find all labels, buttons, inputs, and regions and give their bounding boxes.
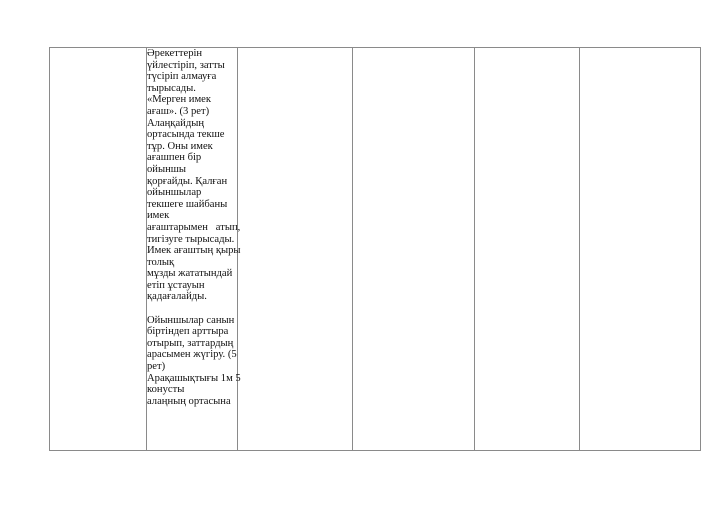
text-line: ойыншы [147, 163, 187, 175]
text-line: біртіндеп арттыра [147, 326, 229, 338]
text-line: етіп ұстауын [147, 279, 205, 291]
text-line: алаңның ортасына [147, 395, 231, 407]
text-line: үйлестіріп, затты [147, 59, 225, 71]
text-line: отырып, заттардың [147, 337, 234, 349]
text-line: текшеге шайбаны [147, 198, 228, 210]
column-divider-3 [352, 48, 353, 450]
text-line: ағаш». (3 рет) [147, 105, 210, 117]
lesson-plan-table [49, 47, 701, 451]
text-line: ағаштарымен атып, [147, 221, 241, 233]
text-line: тигізуге тырысады. [147, 233, 235, 245]
text-line: арасымен жүгіру. (5 [147, 349, 237, 361]
text-line: рет) [147, 361, 166, 373]
text-line: ортасында текше [147, 129, 225, 141]
column-divider-5 [579, 48, 580, 450]
text-line: ойыншылар [147, 187, 202, 199]
text-line: «Мерген имек [147, 94, 212, 106]
text-line: Әрекеттерін [147, 48, 203, 59]
text-line: мұзды жататындай [147, 268, 233, 280]
text-line: Алаңқайдың [147, 117, 205, 129]
text-line: қадағалайды. [147, 291, 207, 303]
text-line: ағашпен бір [147, 152, 202, 164]
text-line: тұр. Оны имек [147, 140, 213, 152]
text-line: толық [147, 256, 175, 268]
text-line: Имек ағаштың қыры [147, 245, 241, 257]
column-divider-4 [474, 48, 475, 450]
text-line: Арақашықтығы 1м 5 [147, 372, 241, 384]
paragraph-gap [147, 303, 239, 315]
text-line: имек [147, 210, 170, 222]
text-line: Ойыншылар санын [147, 314, 235, 326]
text-line: конусты [147, 384, 185, 396]
text-line: қорғайды. Қалған [147, 175, 228, 187]
text-line: түсіріп алмауға [147, 71, 217, 83]
text-line: тырысады. [147, 82, 196, 94]
activity-description-cell [147, 48, 239, 407]
